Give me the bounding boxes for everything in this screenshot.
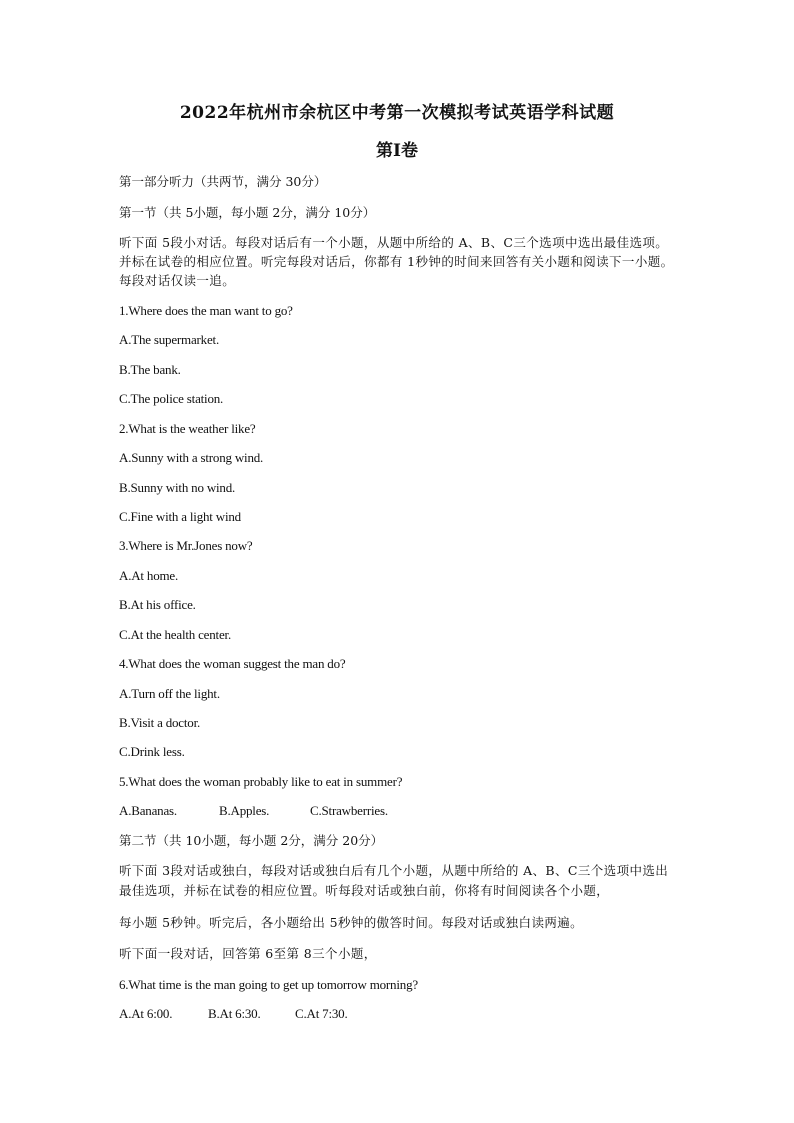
question-6-option-b: B.At 6:30. xyxy=(208,1006,261,1021)
question-3: 3.Where is Mr.Jones now? xyxy=(119,538,253,553)
question-2: 2.What is the weather like? xyxy=(119,421,256,436)
question-5-options xyxy=(119,801,679,820)
section2-instructions-1: 听下面 3段对话或独白，每段对话或独白后有几个小题，从题中所给的 A、B、C三个选项中选出最佳选项，并标在试卷的相应位置。听每段对话或独白前，你将有时间阅读各个小题， xyxy=(119,863,669,898)
question-4-option-c: C.Drink less. xyxy=(119,744,185,759)
question-6-options xyxy=(119,1004,679,1023)
question-3-option-c: C.At the health center. xyxy=(119,627,232,642)
question-3-option-b: B.At his office. xyxy=(119,597,196,612)
volume-title: 第I卷 xyxy=(376,141,418,161)
question-6-option-a: A.At 6:00. xyxy=(119,1006,173,1021)
section2-instructions-2: 每小题 5秒钟。听完后，各小题给出 5秒钟的傲答时间。每段对话或独白读两遍。 xyxy=(119,915,584,930)
part1-heading: 第一部分听力（共两节，满分 30分） xyxy=(119,174,327,189)
question-4: 4.What does the woman suggest the man do? xyxy=(119,656,346,671)
question-5-option-b: B.Apples. xyxy=(219,803,270,818)
question-2-option-c: C.Fine with a light wind xyxy=(119,509,241,524)
question-5-option-a: A.Bananas. xyxy=(119,803,177,818)
question-4-option-a: A.Turn off the light. xyxy=(119,686,220,701)
question-1: 1.Where does the man want to go? xyxy=(119,303,293,318)
question-5: 5.What does the woman probably like to eat in summer? xyxy=(119,774,403,789)
section2-heading: 第二节（共 10小题，每小题 2分，满分 20分） xyxy=(119,833,384,848)
question-1-option-b: B.The bank. xyxy=(119,362,181,377)
question-2-option-a: A.Sunny with a strong wind. xyxy=(119,450,264,465)
section1-heading: 第一节（共 5小题，每小题 2分，满分 10分） xyxy=(119,205,376,220)
question-6-option-c: C.At 7:30. xyxy=(295,1006,348,1021)
question-6: 6.What time is the man going to get up tomorrow morning? xyxy=(119,977,418,992)
section1-instructions: 听下面 5段小对话。每段对话后有一个小题，从题中所给的 A、B、C三个选项中选出最佳选项。并标在试卷的相应位置。听完每段对话后，你都有 1秒钟的时间来回答有关小题和阅读下一小题。每段对话仅读一追。 xyxy=(119,235,674,288)
question-4-option-b: B.Visit a doctor. xyxy=(119,715,201,730)
question-3-option-a: A.At home. xyxy=(119,568,179,583)
question-1-option-a: A.The supermarket. xyxy=(119,332,220,347)
question-1-option-c: C.The police station. xyxy=(119,391,224,406)
dialog-intro: 听下面一段对话，回答第 6至第 8三个小题， xyxy=(119,946,377,961)
question-2-option-b: B.Sunny with no wind. xyxy=(119,480,236,495)
question-5-option-c: C.Strawberries. xyxy=(310,803,388,818)
exam-title: 2022年杭州市余杭区中考第一次模拟考试英语学科试题 xyxy=(179,103,615,123)
